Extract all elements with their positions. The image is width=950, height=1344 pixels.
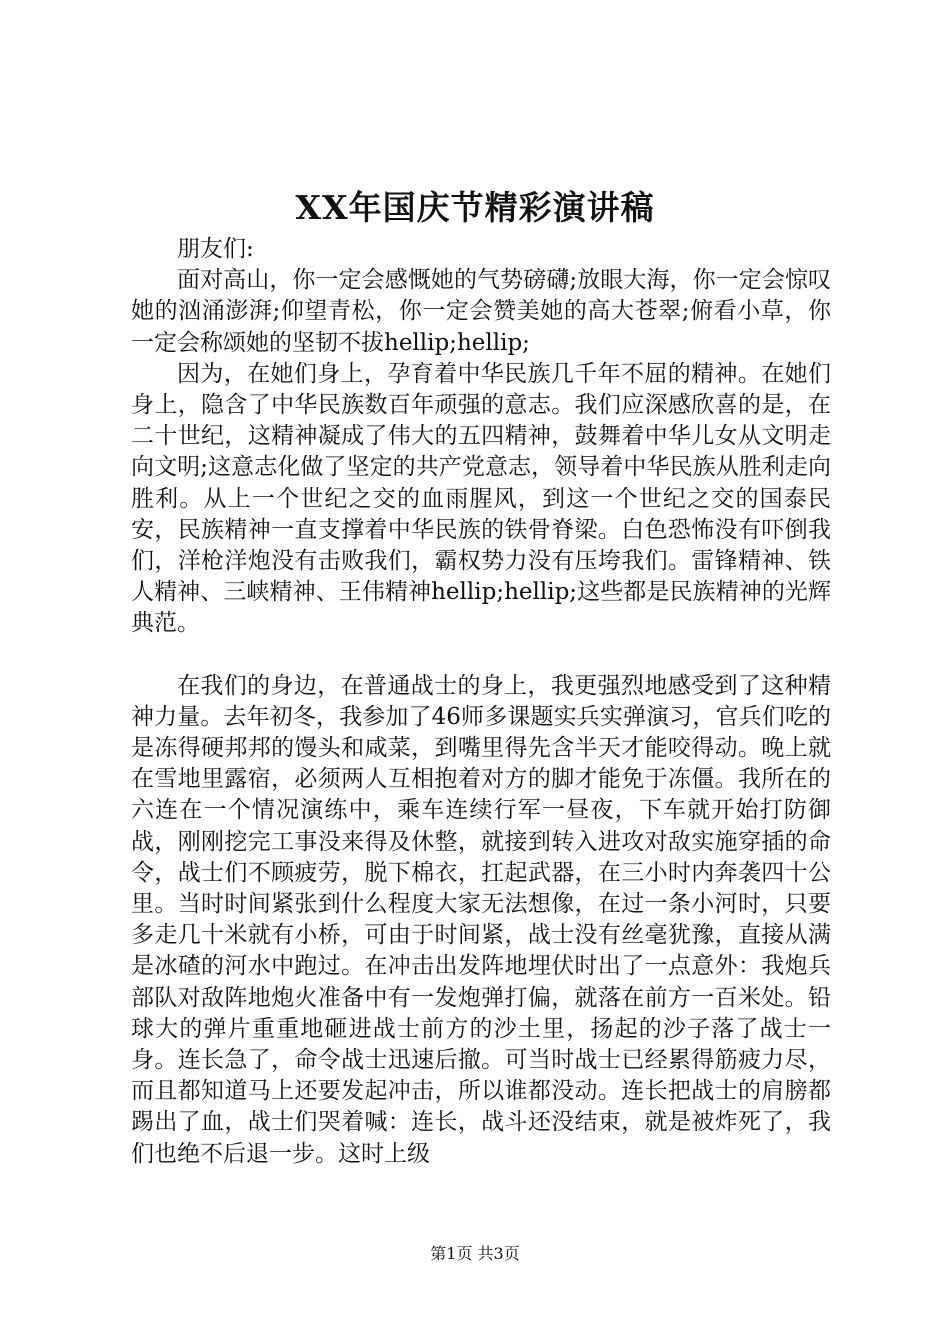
- page-number: 第1页 共3页: [430, 1244, 520, 1263]
- document-title: XX年国庆节精彩演讲稿: [295, 188, 655, 227]
- paragraph-nature: 面对高山，你一定会感慨她的气势磅礴;放眼大海，你一定会惊叹她的汹涌澎湃;仰望青松，你一定会赞美她的高大苍翠;俯看小草，你一定会称颂她的坚韧不拔hellip;hellip;: [131, 267, 831, 356]
- paragraph-soldiers: 在我们的身边，在普通战士的身上，我更强烈地感受到了这种精神力量。去年初冬，我参加了46师多课题实兵实弹演习，官兵们吃的是冻得硬邦邦的馒头和咸菜，到嘴里得先含半天才能咬得动。晚上就在雪地里露宿，必须两人互相抱着对方的脚才能免于冻僵。我所在的六连在一个情况演练中，乘车连续行军一昼夜，下车就开始打防御战，刚刚挖完工事没来得及休整，就接到转入进攻对敌实施穿插的命令，战士们不顾疲劳，脱下棉衣，扛起武器，在三小时内奔袭四十公里。当时时间紧张到什么程度大家无法想像，在过一条小河时，只要多走几十米就有小桥，可由于时间紧，战士没有丝毫犹豫，直接从满是冰碴的河水中跑过。在冲击出发阵地埋伏时出了一点意外：我炮兵部队对敌阵地炮火准备中有一发炮弹打偏，就落在前方一百米处。铅球大的弹片重重地砸进战士前方的沙土里，扬起的沙子落了战士一身。连长急了，命令战士迅速后撤。可当时战士已经累得筋疲力尽，而且都知道马上还要发起冲击，所以谁都没动。连长把战士的肩膀都踢出了血，战士们哭着喊：连长，战斗还没结束，就是被炸死了，我们也绝不后退一步。这时上级: [131, 672, 831, 1167]
- paragraph-national-spirit: 因为，在她们身上，孕育着中华民族几千年不屈的精神。在她们身上，隐含了中华民族数百年顽强的意志。我们应深感欣喜的是，在二十世纪，这精神凝成了伟大的五四精神，鼓舞着中华儿女从文明走向文明;这意志化做了坚定的共产党意志，领导着中华民族从胜利走向胜利。从上一个世纪之交的血雨腥风，到这一个世纪之交的国泰民安，民族精神一直支撑着中华民族的铁骨脊梁。白色恐怖没有吓倒我们，洋枪洋炮没有击败我们，霸权势力没有压垮我们。雷锋精神、铁人精神、三峡精神、王伟精神hellip;hellip;这些都是民族精神的光辉典范。: [131, 360, 831, 637]
- paragraph-greeting: 朋友们:: [177, 236, 254, 262]
- document-body: [131, 234, 831, 1170]
